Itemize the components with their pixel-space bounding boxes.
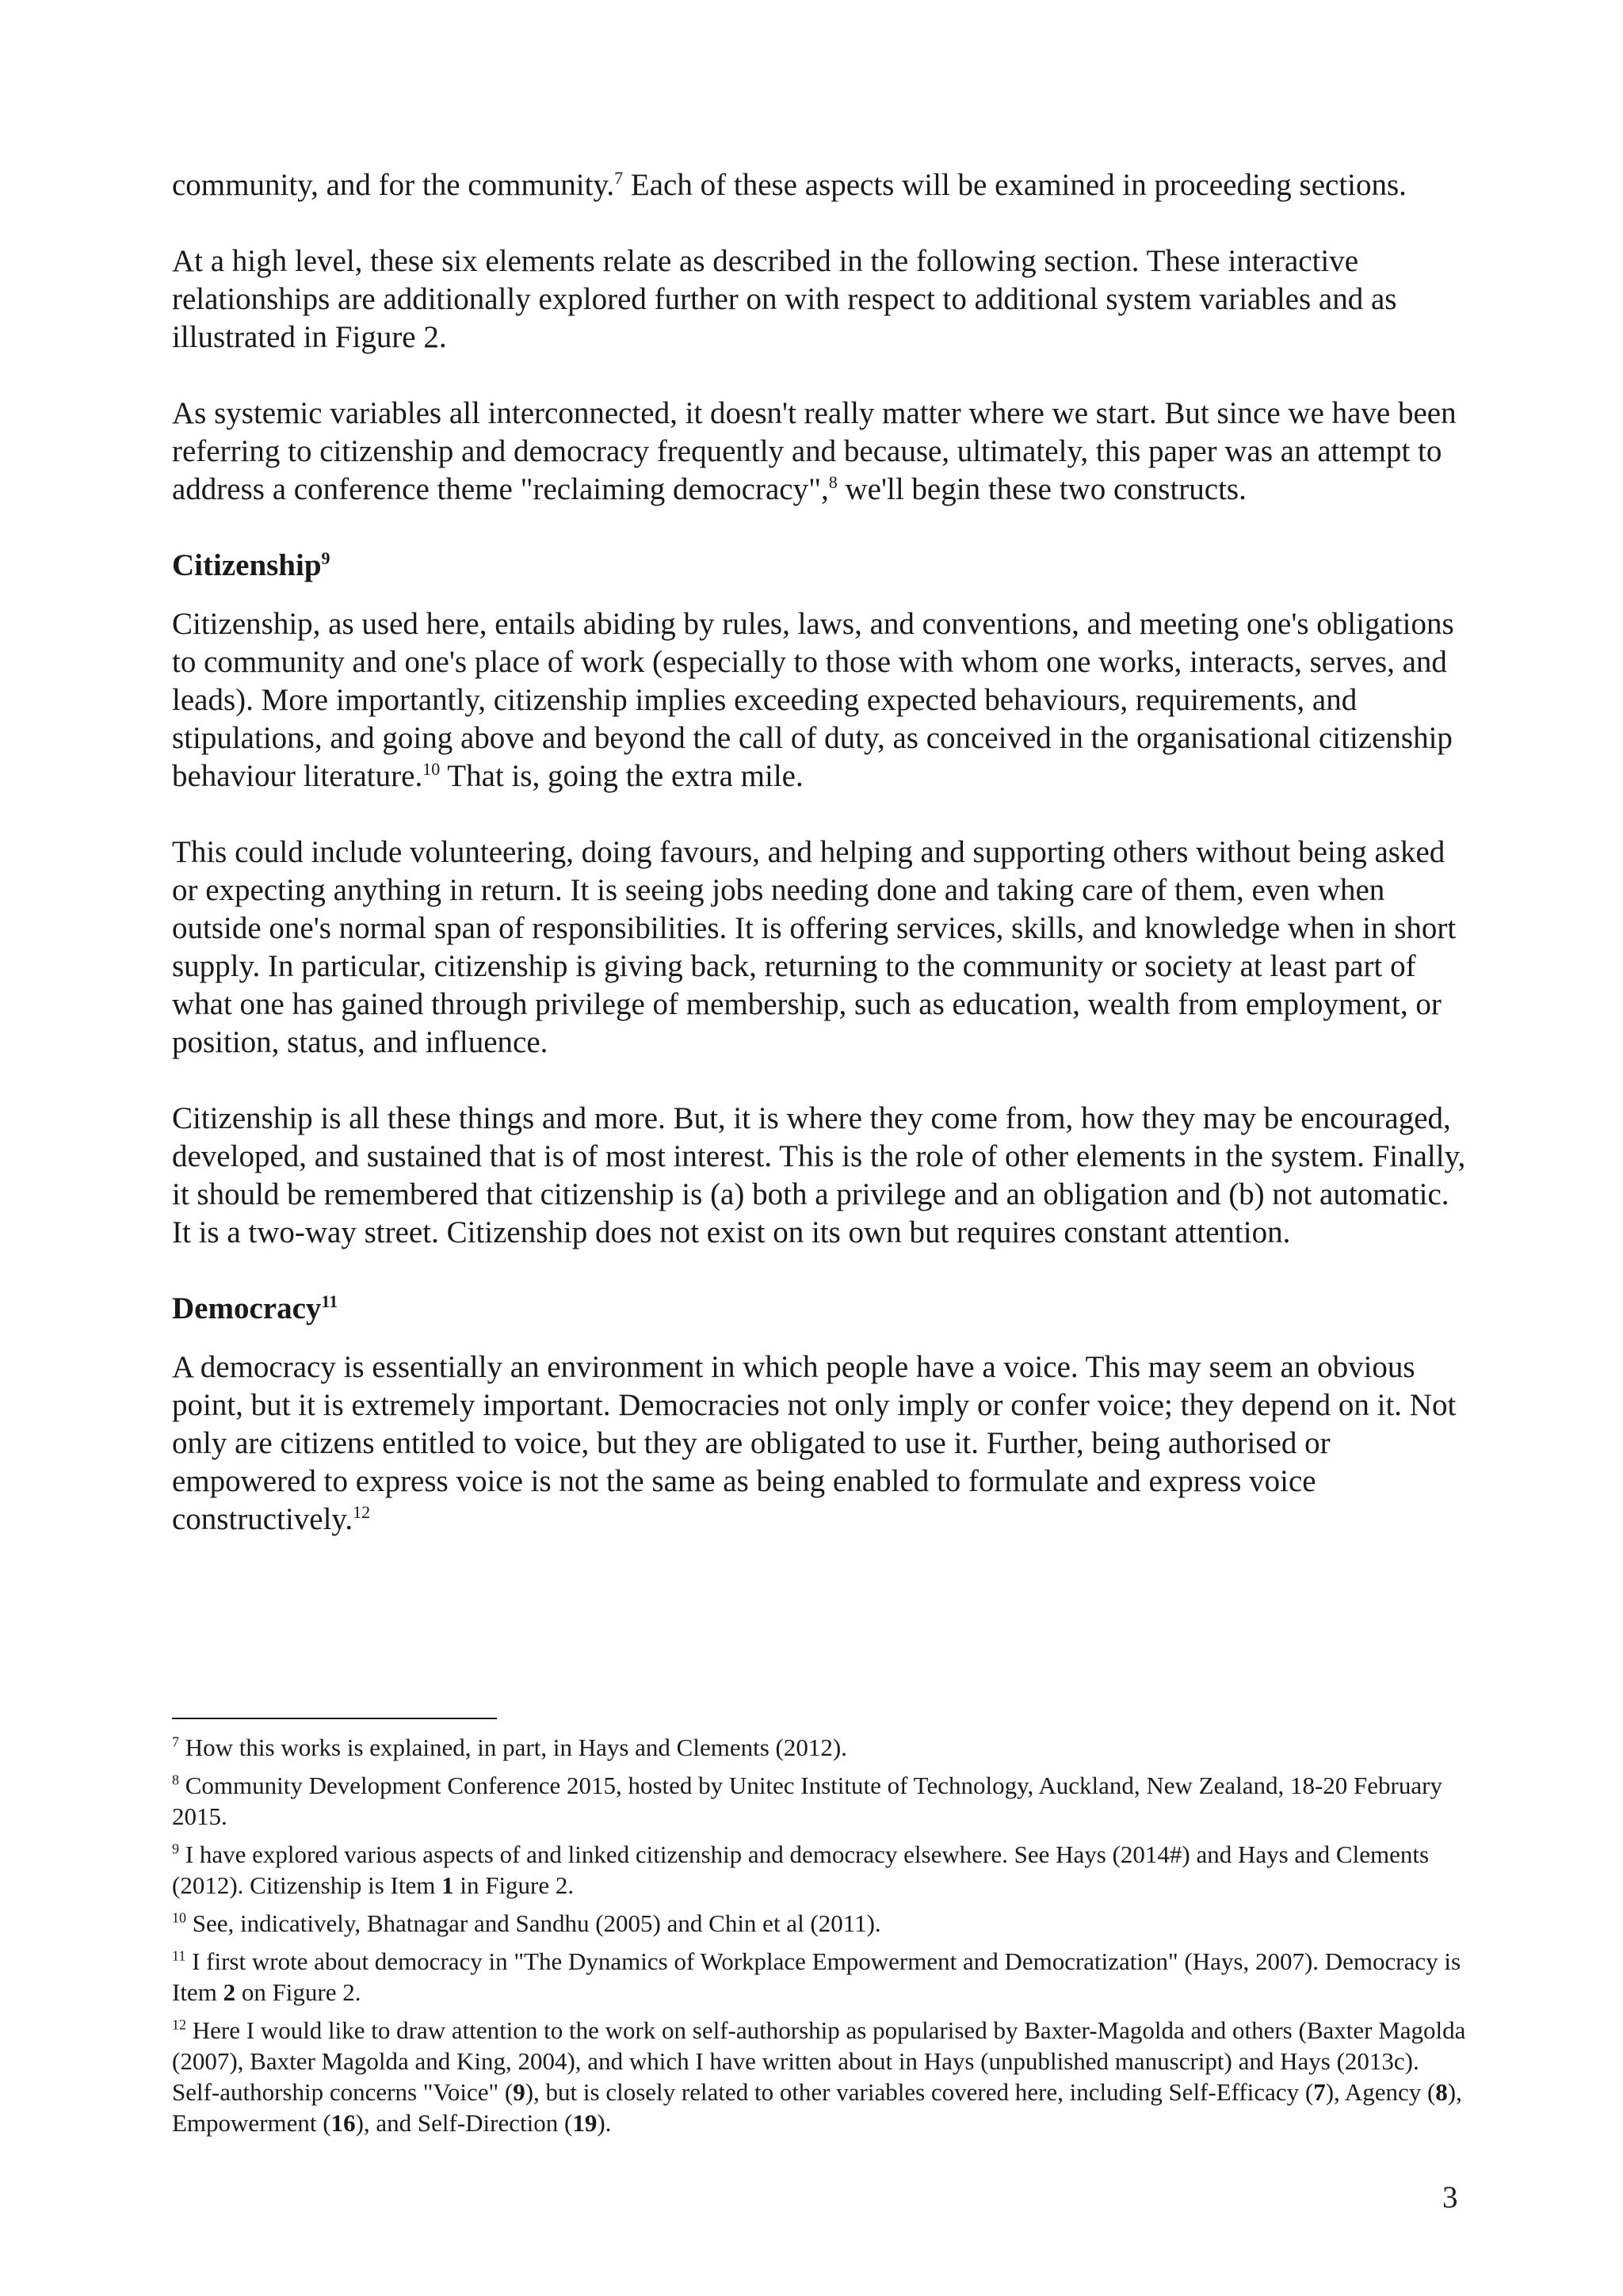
footnote-ref-7[interactable]: 7 xyxy=(614,168,624,188)
paragraph-intro-continuation: community, and for the community.$^7$ Each of these aspects will be examined in proceeding sections. xyxy=(172,168,1407,202)
footnote-ref-8[interactable]: 8 xyxy=(828,472,838,492)
heading-citizenship: Citizenship$^9$ xyxy=(172,548,330,582)
footnote-11: $^{11}$ I first wrote about democracy in "The Dynamics of Workplace Empowerment and Democratization" (Hays, 2007). Democracy is Item 2 on Figure 2. xyxy=(172,1947,1461,2006)
footnote-12: $^{12}$ Here I would like to draw attention to the work on self-authorship as popularised by Baxter-Magolda and others (Baxter Magolda (2007), Baxter Magolda and King, 2004), and which I have written about in Hays (unpublished manuscript) and Hays (2013c). Self-authorship concerns "Voice" (9), but is closely related to other variables covered here, including Self-Efficacy (7), Agency (8), Empowerment (16), and Self-Direction (19). xyxy=(172,2016,1466,2137)
footnote-ref-12[interactable]: 12 xyxy=(353,1502,371,1522)
footnote-number: 8 xyxy=(172,1772,179,1788)
paragraph-citizenship-definition: Citizenship, as used here, entails abiding by rules, laws, and conventions, and meeting one's obligations to community and one's place of work (especially to those with whom one works, interacts, serves, and leads). More importantly, citizenship implies exceeding expected behaviours, requirements, and stipulations, and going above and beyond the call of duty, as conceived in the organisational citizenship behaviour literature.$^{10}$ That is, going the extra mile. xyxy=(172,607,1454,793)
paragraph-high-level: At a high level, these six elements relate as described in the following section. These interactive relationships are additionally explored further on with respect to additional system variables and as illustrated in Figure 2. xyxy=(172,244,1397,354)
footnote-ref-11[interactable]: 11 xyxy=(321,1291,338,1311)
paragraph-democracy-definition: A democracy is essentially an environment in which people have a voice. This may seem an obvious point, but it is extremely important. Democracies not only imply or confer voice; they depend on it. Not only are citizens entitled to voice, but they are obligated to use it. Further, being authorised or empowered to express voice is not the same as being enabled to formulate and express voice constructively.$^{12}$ xyxy=(172,1350,1457,1536)
heading-democracy: Democracy$^{11}$ xyxy=(172,1291,338,1325)
footnote-number: 7 xyxy=(172,1733,179,1750)
paragraph-systemic-variables: As systemic variables all interconnected, it doesn't really matter where we start. But since we have been referring to citizenship and democracy frequently and because, ultimately, this paper was an attempt to address a conference theme "reclaiming democracy",$^8$ we'll begin these two constructs. xyxy=(172,396,1457,506)
footnote-number: 11 xyxy=(172,1947,186,1964)
document-body xyxy=(172,166,1472,1539)
paragraph-citizenship-summary: Citizenship is all these things and more. But, it is where they come from, how they may be encouraged, developed, and sustained that is of most interest. This is the role of other elements in the system. Finally, it should be remembered that citizenship is (a) both a privilege and an obligation and (b) not automatic. It is a two-way street. Citizenship does not exist on its own but requires constant attention. xyxy=(172,1101,1466,1249)
footnote-10: $^{10}$ See, indicatively, Bhatnagar and Sandhu (2005) and Chin et al (2011). xyxy=(172,1909,881,1937)
footnote-separator xyxy=(172,1718,497,1719)
footnote-9: $^9$ I have explored various aspects of and linked citizenship and democracy elsewhere. See Hays (2014#) and Hays and Clements (2012). Citizenship is Item 1 in Figure 2. xyxy=(172,1840,1430,1899)
footnote-number: 10 xyxy=(172,1909,186,1926)
footnote-number: 12 xyxy=(172,2016,186,2033)
page-number: 3 xyxy=(1442,2180,1458,2214)
footnote-8: $^8$ Community Development Conference 2015, hosted by Unitec Institute of Technology, Auckland, New Zealand, 18-20 February 2015. xyxy=(172,1772,1442,1830)
footnote-ref-10[interactable]: 10 xyxy=(422,759,441,779)
footnote-7: $^7$ How this works is explained, in part, in Hays and Clements (2012). xyxy=(172,1733,847,1761)
footnote-ref-9[interactable]: 9 xyxy=(321,548,330,568)
paragraph-citizenship-examples: This could include volunteering, doing favours, and helping and supporting others without being asked or expecting anything in return. It is seeing jobs needing done and taking care of them, even when outside one's normal span of responsibilities. It is offering services, skills, and knowledge when in short supply. In particular, citizenship is giving back, returning to the community or society at least part of what one has gained through privilege of membership, such as education, wealth from employment, or position, status, and influence. xyxy=(172,835,1457,1059)
footnote-number: 9 xyxy=(172,1840,179,1857)
footnotes-section xyxy=(172,1732,1472,2145)
